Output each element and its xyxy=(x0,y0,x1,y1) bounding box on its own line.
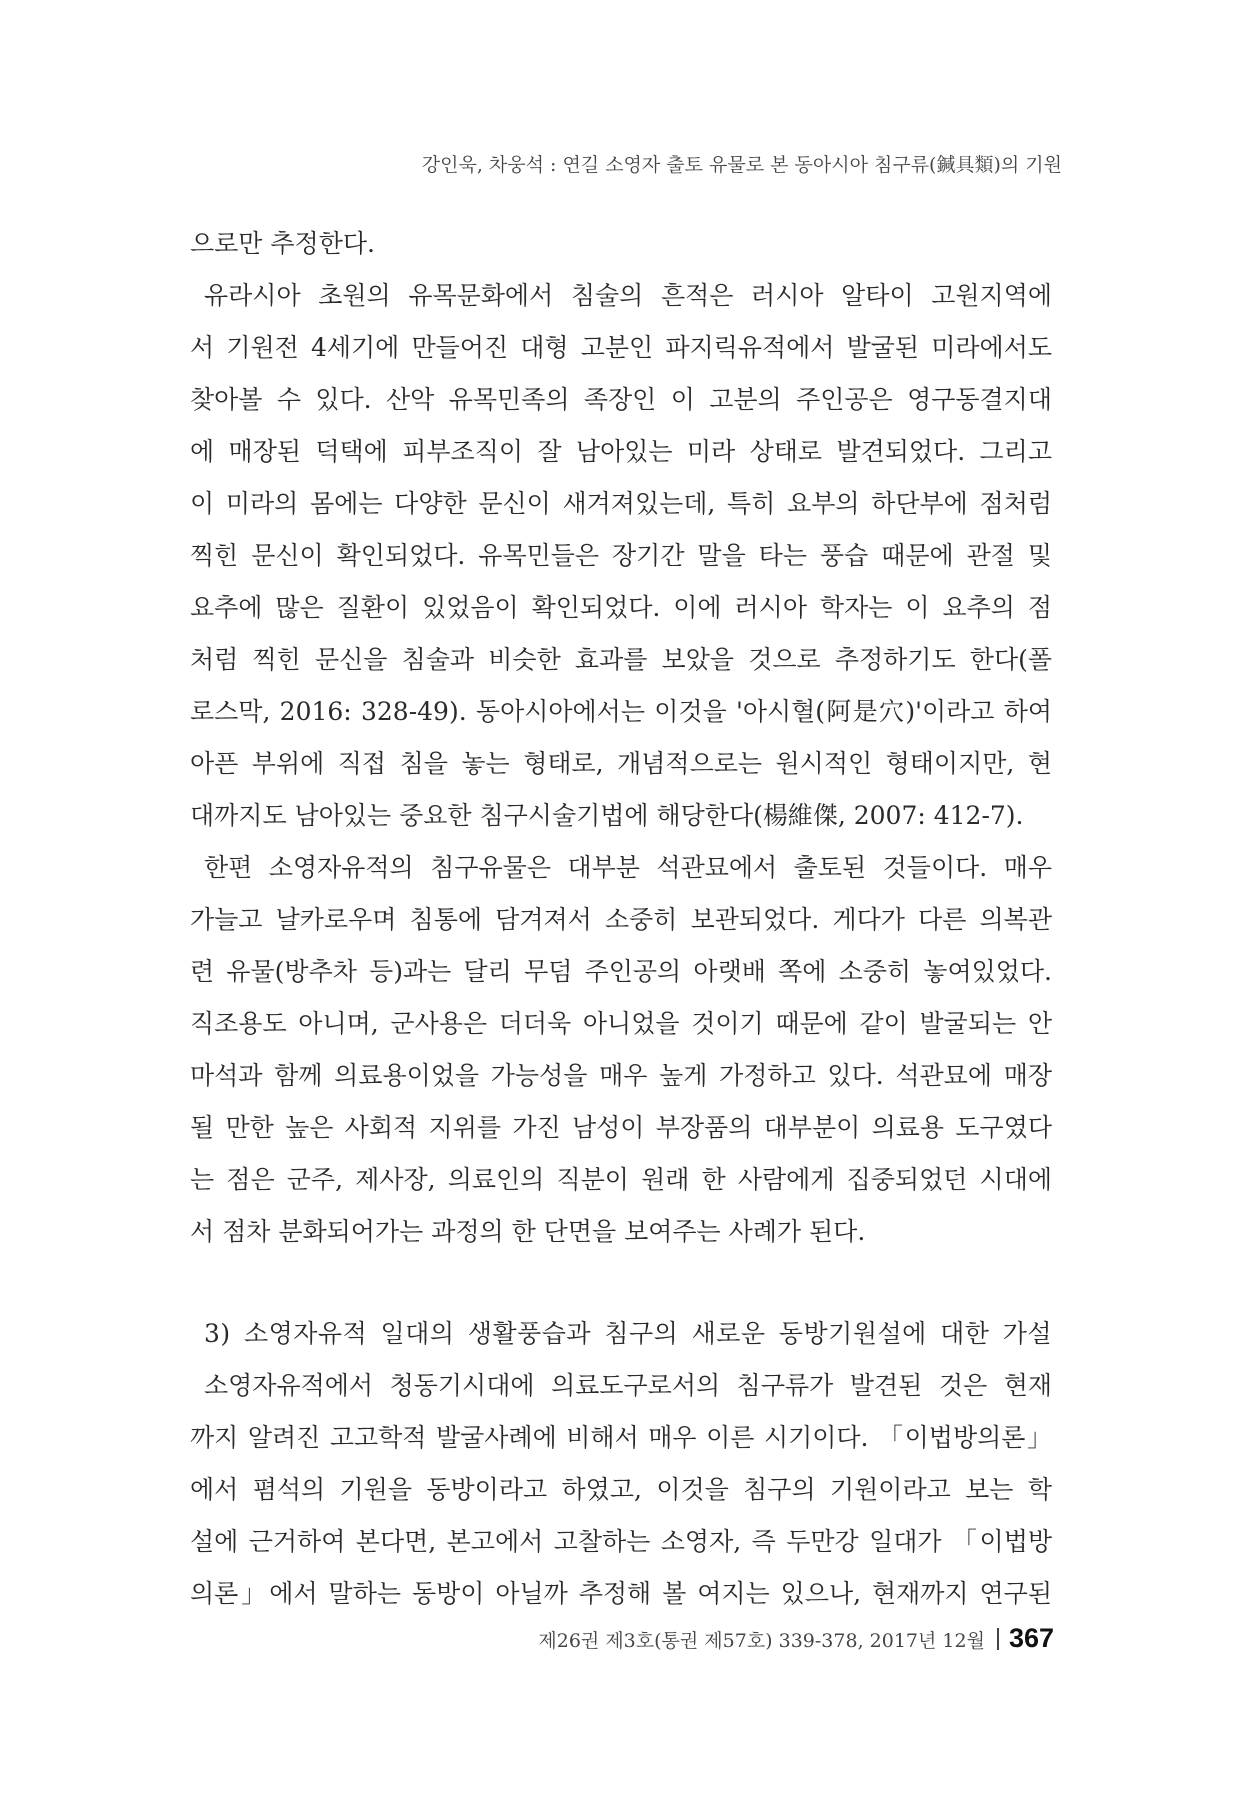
text-line: 의론」에서 말하는 동방이 아닐까 추정해 볼 여지는 있으나, 현재까지 연구된 xyxy=(190,1579,1052,1608)
text-line: 소영자유적에서 청동기시대에 의료도구로서의 침구류가 발견된 것은 현재 xyxy=(204,1371,1052,1400)
footer-divider xyxy=(997,1628,999,1650)
text-line: 될 만한 높은 사회적 지위를 가진 남성이 부장품의 대부분이 의료용 도구였다 xyxy=(190,1113,1052,1142)
text-line: 대까지도 남아있는 중요한 침구시술기법에 해당한다(楊維傑, 2007: 412-7). xyxy=(190,801,1024,830)
text-line: 까지 알려진 고고학적 발굴사례에 비해서 매우 이른 시기이다. 「이법방의론」 xyxy=(190,1423,1052,1452)
section-heading: 3) 소영자유적 일대의 생활풍습과 침구의 새로운 동방기원설에 대한 가설 xyxy=(204,1319,1052,1348)
paragraph xyxy=(190,218,1052,270)
text-line: 찾아볼 수 있다. 산악 유목민족의 족장인 이 고분의 주인공은 영구동결지대 xyxy=(190,385,1052,414)
running-header: 강인욱, 차웅석 : 연길 소영자 출토 유물로 본 동아시아 침구류(鍼具類)의 기원 xyxy=(421,154,1062,176)
paragraph xyxy=(190,270,1052,842)
body-text xyxy=(190,218,1052,1620)
text-line: 마석과 함께 의료용이었을 가능성을 매우 높게 가정하고 있다. 석관묘에 매장 xyxy=(190,1061,1052,1090)
page-number: 367 xyxy=(1008,1623,1054,1653)
text-line: 아픈 부위에 직접 침을 놓는 형태로, 개념적으로는 원시적인 형태이지만, 현 xyxy=(190,749,1052,778)
text-line: 한편 소영자유적의 침구유물은 대부분 석관묘에서 출토된 것들이다. 매우 xyxy=(204,853,1052,882)
text-line: 련 유물(방추차 등)과는 달리 무덤 주인공의 아랫배 쪽에 소중히 놓여있었다. xyxy=(190,957,1052,986)
paragraph xyxy=(190,842,1052,1258)
journal-citation: 제26권 제3호(통권 제57호) 339-378, 2017년 12월 xyxy=(538,1630,985,1652)
text-line: 서 기원전 4세기에 만들어진 대형 고분인 파지릭유적에서 발굴된 미라에서도 xyxy=(190,333,1052,362)
text-line: 로스막, 2016: 328-49). 동아시아에서는 이것을 '아시혈(阿是穴)'이라고 하여 xyxy=(190,697,1052,726)
text-line: 설에 근거하여 본다면, 본고에서 고찰하는 소영자, 즉 두만강 일대가 「이법방 xyxy=(190,1527,1052,1556)
text-line: 찍힌 문신이 확인되었다. 유목민들은 장기간 말을 타는 풍습 때문에 관절 및 xyxy=(190,541,1052,570)
text-line: 처럼 찍힌 문신을 침술과 비슷한 효과를 보았을 것으로 추정하기도 한다(폴 xyxy=(190,645,1052,674)
text-line: 직조용도 아니며, 군사용은 더더욱 아니었을 것이기 때문에 같이 발굴되는 안 xyxy=(190,1009,1052,1038)
paragraph xyxy=(190,1360,1052,1620)
text-line: 가늘고 날카로우며 침통에 담겨져서 소중히 보관되었다. 게다가 다른 의복관 xyxy=(190,905,1052,934)
text-line: 는 점은 군주, 제사장, 의료인의 직분이 원래 한 사람에게 집중되었던 시대에 xyxy=(190,1165,1052,1194)
text-line: 에 매장된 덕택에 피부조직이 잘 남아있는 미라 상태로 발견되었다. 그리고 xyxy=(190,437,1052,466)
text-line: 서 점차 분화되어가는 과정의 한 단면을 보여주는 사례가 된다. xyxy=(190,1217,866,1246)
text-line: 유라시아 초원의 유목문화에서 침술의 흔적은 러시아 알타이 고원지역에 xyxy=(204,281,1052,310)
text-line: 요추에 많은 질환이 있었음이 확인되었다. 이에 러시아 학자는 이 요추의 점 xyxy=(190,593,1052,622)
text-line: 으로만 추정한다. xyxy=(190,229,375,258)
text-line: 에서 폄석의 기원을 동방이라고 하였고, 이것을 침구의 기원이라고 보는 학 xyxy=(190,1475,1052,1504)
page-footer xyxy=(538,1623,1054,1654)
text-line: 이 미라의 몸에는 다양한 문신이 새겨져있는데, 특히 요부의 하단부에 점처럼 xyxy=(190,489,1052,518)
